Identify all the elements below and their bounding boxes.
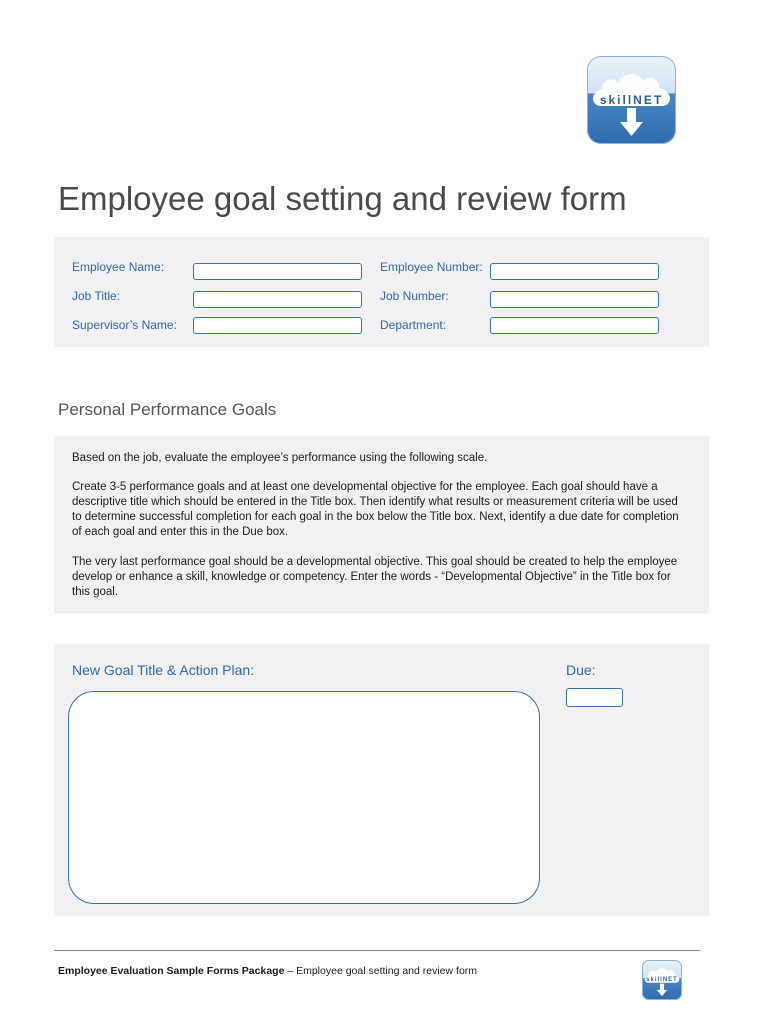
instruction-paragraph-2: Create 3-5 performance goals and at least one developmental objective for the employee. Each goal should have a descriptive title which should be entered in the Title box. Then identify what results or measurement criteria will be used to determine successful completion for each goal in the box below the Title box. Next, identify a due date for completion of each goal and enter this in the Due box. (72, 481, 679, 538)
job-number-label: Job Number: (380, 289, 449, 303)
due-field[interactable] (566, 688, 623, 707)
department-field[interactable] (490, 317, 659, 334)
employee-name-label: Employee Name: (72, 260, 165, 274)
skillnet-logo (587, 56, 676, 144)
due-label: Due: (566, 662, 596, 678)
footer-rest-text: – Employee goal setting and review form (284, 965, 478, 977)
employee-name-field[interactable] (193, 263, 362, 280)
footer-skillnet-logo (642, 960, 682, 1000)
employee-number-label: Employee Number: (380, 260, 483, 274)
job-title-label: Job Title: (72, 289, 121, 303)
instruction-paragraph-1: Based on the job, evaluate the employee’s performance using the following scale. (72, 452, 488, 464)
job-number-field[interactable] (490, 291, 659, 308)
footer-divider (54, 950, 700, 951)
supervisor-name-field[interactable] (193, 317, 362, 334)
logo-text: skillNET (599, 93, 664, 107)
footer-bold-text: Employee Evaluation Sample Forms Package (58, 965, 285, 977)
instruction-paragraph-3: The very last performance goal should be a developmental objective. This goal should be created to help the employee develop or enhance a skill, knowledge or competency. Enter the words - “Developmental Objective” in the Title box for this goal. (72, 556, 678, 598)
section-title: Personal Performance Goals (58, 400, 277, 419)
page-title: Employee goal setting and review form (58, 180, 627, 217)
job-title-field[interactable] (193, 291, 362, 308)
supervisor-name-label: Supervisor’s Name: (72, 318, 177, 332)
goal-title-label: New Goal Title & Action Plan: (72, 662, 255, 678)
footer-logo-text: skillNET (646, 977, 678, 983)
department-label: Department: (380, 318, 447, 332)
footer-text (58, 965, 477, 977)
employee-number-field[interactable] (490, 263, 659, 280)
goal-action-plan-field[interactable] (68, 691, 540, 904)
